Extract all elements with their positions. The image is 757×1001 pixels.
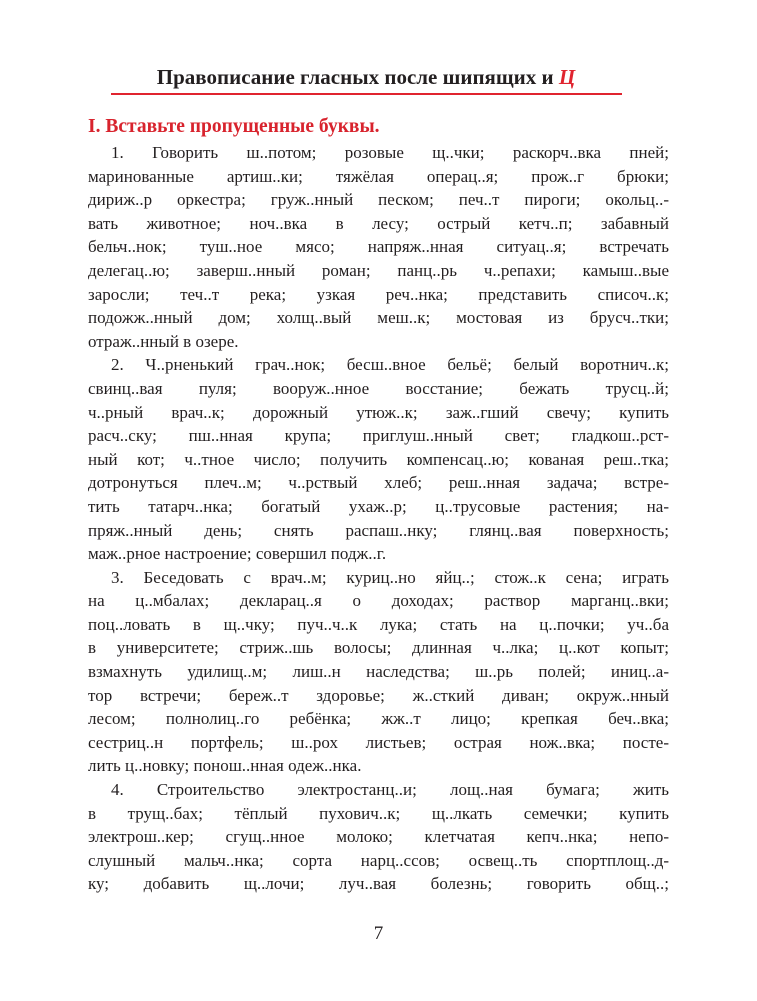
page-title (108, 64, 624, 90)
exercise-paragraph (88, 141, 669, 353)
text-line: заросли; теч..т река; узкая реч..нка; представить списоч..к; (88, 284, 669, 304)
text-line: ч..рный врач..к; дорожный утюж..к; заж..гший свечу; купить (88, 402, 669, 422)
exercise-paragraph (88, 353, 669, 565)
text-line: сестриц..н портфель; ш..рох листьев; острая нож..вка; посте- (88, 732, 669, 752)
text-line: ку; добавить щ..лочи; луч..вая болезнь; говорить общ..; (88, 874, 669, 894)
text-line: тить татарч..нка; богатый ухаж..р; ц..трусовые растения; на- (88, 496, 669, 516)
text-line: 4. Строительство электростанц..и; лощ..ная бумага; жить (111, 780, 669, 800)
task-heading: I. Вставьте пропущенные буквы. (88, 116, 380, 137)
title-text: Правописание гласных после шипящих и (156, 65, 554, 89)
text-line: в трущ..бах; тёплый пухович..к; щ..лкать семечки; купить (88, 803, 669, 823)
text-line: дириж..р оркестра; груж..нный песком; печ..т пироги; окольц..- (88, 190, 669, 210)
text-line: делегац..ю; заверш..нный роман; панц..рь ч..репахи; камыш..вые (88, 260, 669, 280)
exercise-body (88, 141, 669, 896)
text-line: маж..рное настроение; совершил подж..г. (88, 544, 387, 564)
text-line: взмахнуть удилищ..м; лиш..н наследства; ш..рь полей; иниц..а- (88, 662, 669, 682)
page-number: 7 (373, 923, 384, 944)
text-line: лить ц..новку; понош..нная одеж..нка. (88, 756, 362, 776)
text-line: свинц..вая пуля; вооруж..нное восстание; бежать трусц..й; (88, 378, 669, 398)
exercise-paragraph (88, 778, 669, 896)
text-line: на ц..мбалах; декларац..я о доходах; раствор марганц..вки; (88, 591, 669, 611)
title-letter: Ц (558, 65, 576, 89)
text-line: тор встречи; береж..т здоровье; ж..сткий диван; окруж..нный (88, 685, 669, 705)
text-line: расч..ску; пш..нная крупа; приглуш..нный свет; гладкош..рст- (88, 426, 669, 446)
text-line: поц..ловать в щ..чку; пуч..ч..к лука; стать на ц..почки; уч..ба (88, 614, 669, 634)
text-line: бельч..нок; туш..ное мясо; напряж..нная ситуац..я; встречать (88, 237, 669, 257)
text-line: 1. Говорить ш..потом; розовые щ..чки; раскорч..вка пней; (111, 143, 669, 162)
text-line: вать животное; ноч..вка в лесу; острый кетч..п; забавный (88, 213, 669, 233)
exercise-paragraph (88, 566, 669, 778)
text-line: слушный мальч..нка; сорта нарц..ссов; освещ..ть спортплощ..д- (88, 850, 669, 870)
text-line: 3. Беседовать с врач..м; куриц..но яйц..; стож..к сена; играть (111, 567, 669, 587)
text-line: ный кот; ч..тное число; получить компенсац..ю; кованая реш..тка; (88, 449, 669, 469)
title-underline (111, 93, 622, 95)
text-line: дотронуться плеч..м; ч..рствый хлеб; реш..нная задача; встре- (88, 473, 669, 493)
text-line: подожж..нный дом; холщ..вый меш..к; мостовая из брусч..тки; (88, 308, 669, 328)
text-line: лесом; полнолиц..го ребёнка; жж..т лицо; крепкая беч..вка; (88, 709, 669, 729)
text-line: отраж..нный в озере. (88, 331, 239, 351)
text-line: маринованные артиш..ки; тяжёлая операц..я; прож..г брюки; (88, 166, 669, 186)
text-line: 2. Ч..рненький грач..нок; бесш..вное бельё; белый воротнич..к; (111, 355, 669, 375)
text-line: пряж..нный день; снять распаш..нку; глянц..вая поверхность; (88, 520, 669, 540)
text-line: электрош..кер; сгущ..нное молоко; клетчатая кепч..нка; непо- (88, 827, 669, 847)
text-line: в университете; стриж..шь волосы; длинная ч..лка; ц..кот копыт; (88, 638, 669, 658)
